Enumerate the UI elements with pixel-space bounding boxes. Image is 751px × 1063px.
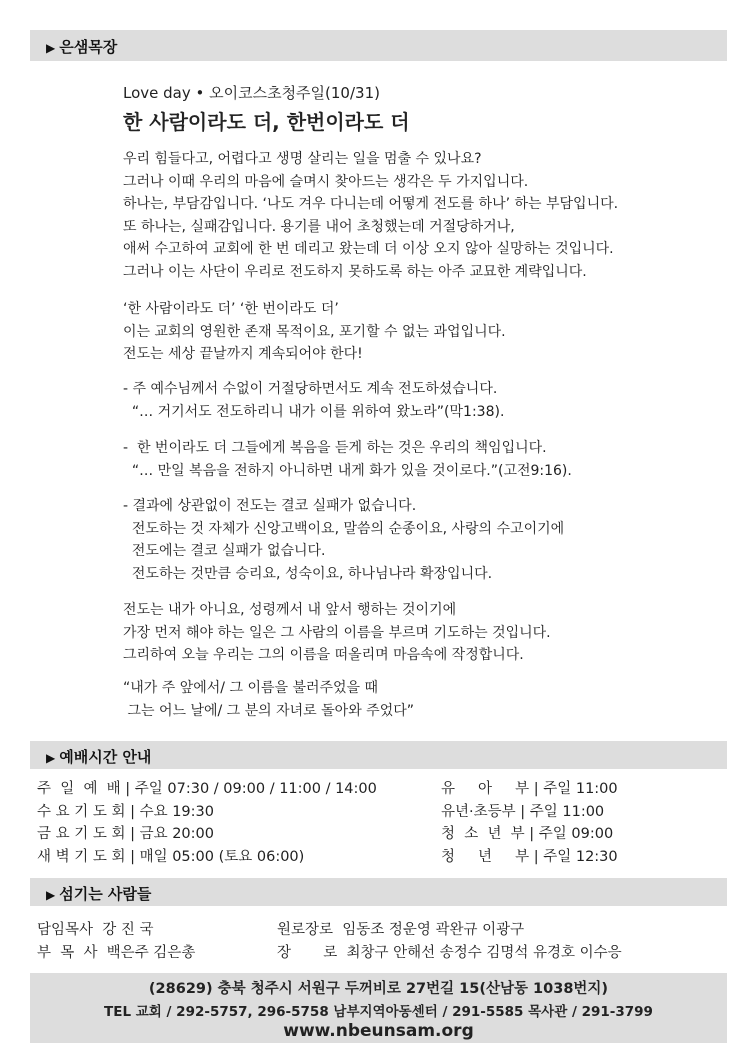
paragraph-3: - 주 예수님께서 수없이 거절당하면서도 계속 전도하셨습니다. “… 거기서도 전도하리니 내가 이를 위하여 왔노라”(막1:38). (123, 381, 505, 420)
section-header-schedule (30, 741, 727, 769)
triangle-right-icon: ▶ (46, 41, 56, 55)
section-title: 예배시간 안내 (59, 748, 152, 766)
footer-website: www.nbeunsam.org (283, 1021, 474, 1041)
triangle-right-icon: ▶ (46, 751, 56, 765)
staff-left: 담임목사 강 진 국 부 목 사 백은주 김은총 (37, 922, 196, 961)
footer (30, 973, 727, 1043)
staff-right: 원로장로 임동조 정운영 곽완규 이광구 장 로 최창구 안해선 송정수 김명석 유경호 이수응 (277, 922, 622, 961)
paragraph-4: - 한 번이라도 더 그들에게 복음을 듣게 하는 것은 우리의 책임입니다. “… 만일 복음을 전하지 아니하면 내게 화가 있을 것이로다.”(고전9:16). (123, 440, 572, 479)
footer-address: (28629) 충북 청주시 서원구 두꺼비로 27번길 15(산남동 1038번지) (148, 981, 609, 997)
article-headline: 한 사람이라도 더, 한번이라도 더 (123, 110, 410, 134)
section-title: 은샘목장 (59, 38, 118, 56)
section-header-eunsam (30, 30, 727, 61)
article-subtitle: Love day • 오이코스초청주일(10/31) (123, 84, 380, 102)
worship-schedule-left: 주 일 예 배 | 주일 07:30 / 09:00 / 11:00 / 14:00 수 요 기 도 회 | 수요 19:30 금 요 기 도 회 | 금요 20:00 새 벽 기 도 회 | 매일 05:00 (토요 06:00) (37, 781, 377, 865)
paragraph-2: ‘한 사람이라도 더’ ‘한 번이라도 더’ 이는 교회의 영원한 존재 목적이요, 포기할 수 없는 과업입니다. 전도는 세상 끝날까지 계속되어야 한다! (123, 301, 506, 362)
worship-schedule-right: 유 아 부 | 주일 11:00 유년·초등부 | 주일 11:00 청 소 년 부 | 주일 09:00 청 년 부 | 주일 12:30 (441, 781, 618, 865)
paragraph-1: 우리 힘들다고, 어렵다고 생명 살리는 일을 멈출 수 있나요? 그러나 이때 우리의 마음에 슬며시 찾아드는 생각은 두 가지입니다. 하나는, 부담감입니다. ‘나도 겨우 다니는데 어떻게 전도를 하나’ 하는 부담입니다. 또 하나는, 실패감입니다. 용기를 내어 초청했는데 거절당하거나, 애써 수고하여 교회에 한 번 데리고 왔는데 더 이상 오지 않아 실망하는 것입니다. 그러나 이는 사단이 우리로 전도하지 못하도록 하는 아주 교묘한 계략입니다. (123, 151, 619, 280)
section-header-staff (30, 878, 727, 906)
footer-phones: TEL 교회 / 292-5757, 296-5758 남부지역아동센터 / 291-5585 목사관 / 291-3799 (104, 1004, 653, 1020)
section-title: 섬기는 사람들 (59, 885, 152, 903)
triangle-right-icon: ▶ (46, 888, 56, 902)
paragraph-5: - 결과에 상관없이 전도는 결코 실패가 없습니다. 전도하는 것 자체가 신앙고백이요, 말씀의 순종이요, 사랑의 수고이기에 전도에는 결코 실패가 없습니다. 전도하는 것만큼 승리요, 성숙이요, 하나님나라 확장입니다. (123, 498, 565, 582)
paragraph-6: 전도는 내가 아니요, 성령께서 내 앞서 행하는 것이기에 가장 먼저 해야 하는 일은 그 사람의 이름을 부르며 기도하는 것입니다. 그리하여 오늘 우리는 그의 이름을 떠올리며 마음속에 작정합니다. (123, 602, 551, 663)
paragraph-7: “내가 주 앞에서/ 그 이름을 불러주었을 때 그는 어느 날에/ 그 분의 자녀로 돌아와 주었다” (123, 680, 415, 719)
